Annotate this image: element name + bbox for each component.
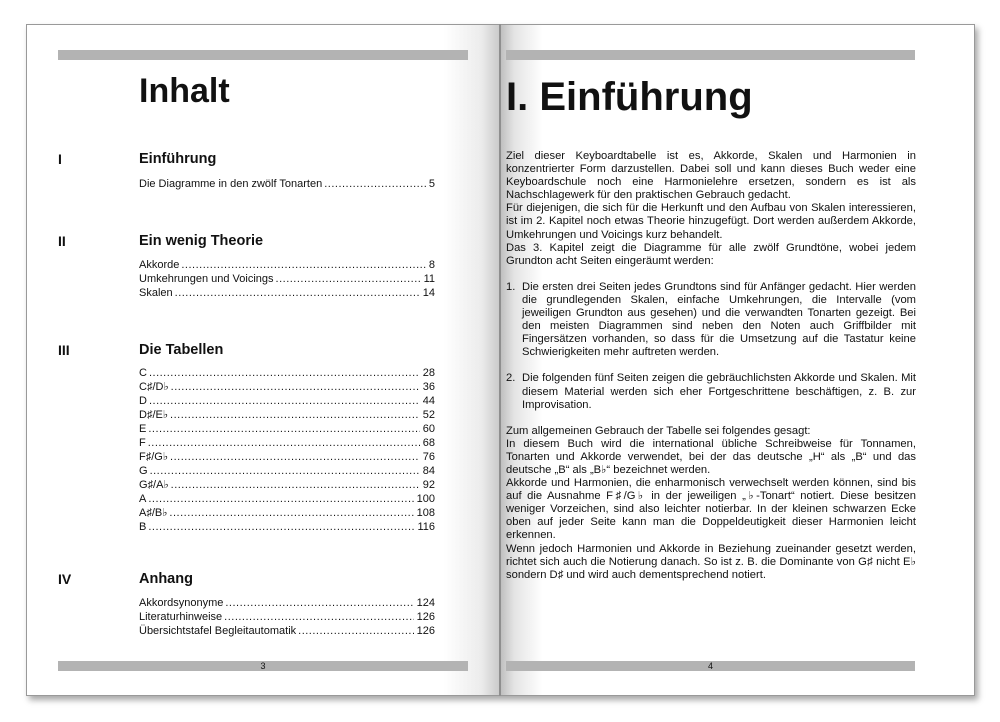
dot-leader — [324, 177, 426, 191]
toc-entry-label: D♯/E♭ — [139, 409, 169, 421]
toc-entry-label: Literaturhinweise — [139, 611, 223, 623]
toc-entry[interactable] — [139, 366, 435, 380]
toc-entry-page: 126 — [416, 611, 435, 623]
toc-entry[interactable] — [139, 380, 435, 394]
section-numeral: III — [58, 342, 70, 358]
toc-entry[interactable] — [139, 478, 435, 492]
dot-leader — [181, 258, 426, 272]
toc-entry-page: 5 — [428, 178, 435, 190]
toc-entry-label: F♯/G♭ — [139, 451, 169, 463]
toc-entry-page: 68 — [422, 437, 435, 449]
dot-leader — [148, 492, 413, 506]
footer-bar — [506, 661, 915, 671]
toc-entry[interactable] — [139, 177, 435, 191]
section-entries — [139, 258, 435, 300]
top-bar — [58, 50, 468, 60]
dot-leader — [148, 520, 414, 534]
toc-entry[interactable] — [139, 520, 435, 534]
paragraph: Zum allgemeinen Gebrauch der Tabelle sei folgendes gesagt: — [506, 424, 811, 437]
paragraph: Das 3. Kapitel zeigt die Diagramme für alle zwölf Grundtöne, wobei jedem Grundton acht Seiten eingeräumt werden: — [506, 241, 916, 267]
section-entries — [139, 177, 435, 191]
footer-bar — [58, 661, 468, 671]
item-number: 1. — [506, 280, 516, 293]
toc-entry[interactable] — [139, 436, 435, 450]
toc-entry[interactable] — [139, 464, 435, 478]
toc-entry-page: 100 — [416, 493, 435, 505]
toc-entry[interactable] — [139, 506, 435, 520]
toc-entry-label: Akkorde — [139, 259, 180, 271]
toc-entry[interactable] — [139, 450, 435, 464]
dot-leader — [224, 610, 413, 624]
toc-entry[interactable] — [139, 272, 435, 286]
toc-entry-page: 92 — [422, 479, 435, 491]
toc-entry[interactable] — [139, 422, 435, 436]
toc-entry-label: A♯/B♭ — [139, 507, 168, 519]
toc-entry-label: Übersichtstafel Begleitautomatik — [139, 625, 297, 637]
open-book — [26, 24, 975, 696]
toc-entry[interactable] — [139, 408, 435, 422]
dot-leader — [170, 450, 420, 464]
toc-entry-page: 36 — [422, 381, 435, 393]
toc-entry-label: Umkehrungen und Voicings — [139, 273, 274, 285]
section-title: Einführung — [139, 151, 217, 167]
section-entries — [139, 596, 435, 638]
toc-entry-page: 108 — [416, 507, 435, 519]
toc-entry-page: 14 — [422, 287, 435, 299]
toc-entry-page: 44 — [422, 395, 435, 407]
dot-leader — [298, 624, 414, 638]
toc-entry-page: 8 — [428, 259, 435, 271]
toc-entry-label: E — [139, 423, 147, 435]
left-page — [26, 24, 500, 696]
paragraph: Wenn jedoch Harmonien und Akkorde in Beziehung zueinander gesetzt werden, richtet sich auch die Notierung danach. So ist z. B. die Dominante von G♯ nicht E♭ sondern D♯ und wird auch dementsprechend notiert. — [506, 542, 916, 581]
toc-entry[interactable] — [139, 258, 435, 272]
toc-entry-label: G — [139, 465, 148, 477]
page-number: 4 — [707, 661, 713, 671]
toc-entry-page: 124 — [416, 597, 435, 609]
dot-leader — [150, 464, 420, 478]
item-number: 2. — [506, 372, 516, 385]
dot-leader — [148, 422, 419, 436]
paragraph: Ziel dieser Keyboardtabelle ist es, Akkorde, Skalen und Harmonien in konzentrierter Form darzustellen. Dabei soll und kann dieses Buch weder eine Keyboardschule noch eine Harmonielehre ersetzen, sondern es ist als Nachschlagewerk für den praktischen Gebrauch gedacht. — [506, 150, 916, 202]
toc-entry[interactable] — [139, 492, 435, 506]
toc-entry-page: 28 — [422, 367, 435, 379]
toc-entry[interactable] — [139, 610, 435, 624]
toc-entry-label: F — [139, 437, 146, 449]
book-spine — [499, 24, 501, 696]
toc-entry[interactable] — [139, 394, 435, 408]
page-title: Inhalt — [139, 72, 230, 110]
toc-entry[interactable] — [139, 624, 435, 638]
toc-entry-page: 52 — [422, 409, 435, 421]
dot-leader — [276, 272, 421, 286]
section-numeral: IV — [58, 571, 72, 587]
chapter-title: I. Einführung — [506, 75, 753, 119]
item-text: Die ersten drei Seiten jedes Grundtons sind für Anfänger gedacht. Hier werden die grundlegenden Skalen, einfache Umkehrungen, die Intervalle (vom jeweiligen Grundton aus gesehen) und die verwandten Tonarten gezeigt. Bei den meisten Diagrammen sind neben den Noten auch Griffbilder mit Fingersätzen vorhanden, so dass für die Umsetzung auf die Tastatur keine Schwierigkeiten mehr auftreten werden. — [522, 280, 916, 359]
paragraph: Für diejenigen, die sich für die Herkunft und den Aufbau von Skalen interessieren, ist im 2. Kapitel noch etwas Theorie hinzugefügt. Dort werden außerdem Akkorde, Umkehrungen und Voicings kurz behandelt. — [506, 202, 916, 241]
dot-leader — [149, 366, 420, 380]
toc-entry-label: D — [139, 395, 147, 407]
dot-leader — [171, 478, 420, 492]
toc-entry-label: C — [139, 367, 147, 379]
section-title: Ein wenig Theorie — [139, 233, 264, 249]
section-entries — [139, 366, 435, 534]
dot-leader — [149, 394, 420, 408]
toc-entry[interactable] — [139, 596, 435, 610]
dot-leader — [169, 506, 413, 520]
paragraph: In diesem Buch wird die international übliche Schreibweise für Tonnamen, Tonarten und Akkorde verwendet, bei der das deutsche „H“ als „B“ und das deutsche „B“ als „B♭“ bezeichnet werden. — [506, 437, 916, 476]
toc-entry-page: 60 — [422, 423, 435, 435]
toc-entry[interactable] — [139, 286, 435, 300]
toc-entry-page: 126 — [416, 625, 435, 637]
toc-entry-label: A — [139, 493, 147, 505]
toc-entry-page: 11 — [423, 273, 435, 285]
item-text: Die folgenden fünf Seiten zeigen die gebräuchlichsten Akkorde und Skalen. Mit diesem Material werden sich eher Fortgeschrittene beschäftigen, z. B. zur Improvisation. — [522, 372, 916, 411]
toc-entry-label: Skalen — [139, 287, 173, 299]
toc-entry-label: Die Diagramme in den zwölf Tonarten — [139, 178, 323, 190]
dot-leader — [171, 380, 420, 394]
toc-entry-page: 84 — [422, 465, 435, 477]
numbered-item — [506, 281, 916, 360]
section-numeral: II — [58, 233, 66, 249]
toc-entry-label: C♯/D♭ — [139, 381, 169, 393]
section-title: Anhang — [139, 571, 193, 587]
toc-entry-page: 76 — [422, 451, 435, 463]
dot-leader — [175, 286, 420, 300]
paragraph: Akkorde und Harmonien, die enharmonisch verwechselt werden können, sind bis auf die Ausnahme F♯/G♭ in der jeweiligen „♭-Tonart“ notiert. Diese besitzen weniger Vorzeichen, sind also leichter notierbar. In der kleinen schwarzen Ecke oben auf jeder Seite kann man die Doppeldeutigkeit dieser Harmonien leicht erkennen. — [506, 477, 916, 542]
toc-entry-page: 116 — [417, 521, 435, 533]
toc-entry-label: Akkordsynonyme — [139, 597, 224, 609]
dot-leader — [225, 596, 413, 610]
top-bar — [506, 50, 915, 60]
numbered-item — [506, 372, 916, 411]
body-text — [506, 150, 916, 582]
page-number: 3 — [260, 661, 266, 671]
dot-leader — [148, 436, 420, 450]
toc-entry-label: G♯/A♭ — [139, 479, 169, 491]
section-title: Die Tabellen — [139, 342, 224, 358]
toc-entry-label: B — [139, 521, 147, 533]
right-page — [500, 24, 975, 696]
dot-leader — [170, 408, 420, 422]
section-numeral: I — [58, 151, 62, 167]
